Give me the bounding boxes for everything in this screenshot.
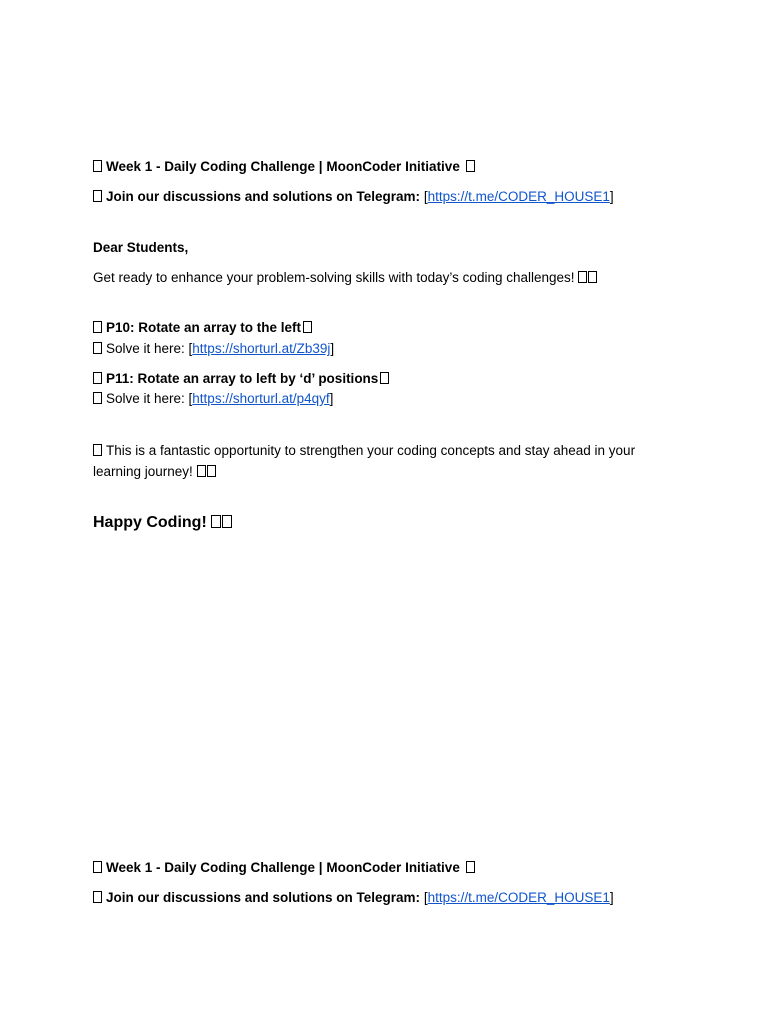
missing-emoji-icon — [93, 891, 102, 903]
open-bracket: [ — [423, 890, 428, 905]
telegram-line — [93, 188, 614, 206]
close-bracket: ] — [330, 341, 335, 356]
footer-challenge-title-text: Week 1 - Daily Coding Challenge | MoonCoder Initiative — [106, 860, 460, 875]
close-bracket: ] — [609, 189, 614, 204]
missing-emoji-icon — [380, 372, 389, 384]
solve-label: Solve it here: [ — [106, 391, 193, 406]
missing-emoji-icon — [207, 465, 216, 477]
problem-title-p10 — [93, 319, 312, 337]
missing-emoji-icon — [466, 861, 475, 873]
closing-text: Happy Coding! — [93, 514, 207, 531]
missing-emoji-icon — [93, 160, 102, 172]
missing-emoji-icon — [93, 190, 102, 202]
missing-emoji-icon — [197, 465, 206, 477]
opportunity-paragraph — [93, 440, 673, 482]
telegram-link[interactable]: https://t.me/CODER_HOUSE1 — [427, 189, 610, 204]
missing-emoji-icon — [211, 515, 221, 528]
intro-text-content: Get ready to enhance your problem-solving skills with today’s coding challenges! — [93, 270, 575, 285]
opportunity-text: This is a fantastic opportunity to strengthen your coding concepts and stay ahead in your learning journey! — [93, 443, 636, 479]
missing-emoji-icon — [93, 392, 102, 404]
footer-telegram-line — [93, 889, 614, 907]
challenge-title-text: Week 1 - Daily Coding Challenge | MoonCoder Initiative — [106, 159, 460, 174]
problem-title-text: P10: Rotate an array to the left — [106, 320, 302, 335]
challenge-title — [93, 158, 475, 176]
problem-title-p11 — [93, 370, 389, 388]
footer-challenge-title — [93, 859, 475, 877]
missing-emoji-icon — [588, 271, 597, 283]
missing-emoji-icon — [222, 515, 232, 528]
missing-emoji-icon — [466, 160, 475, 172]
footer-telegram-link[interactable]: https://t.me/CODER_HOUSE1 — [427, 890, 610, 905]
close-bracket: ] — [329, 391, 334, 406]
problem-link-p11[interactable]: https://shorturl.at/p4qyf — [192, 391, 330, 406]
problem-solve-p10 — [93, 340, 334, 358]
greeting: Dear Students, — [93, 240, 189, 255]
missing-emoji-icon — [93, 444, 102, 456]
close-bracket: ] — [609, 890, 614, 905]
problem-solve-p11 — [93, 390, 333, 408]
telegram-label: Join our discussions and solutions on Telegram: — [106, 189, 421, 204]
problem-title-text: P11: Rotate an array to left by ‘d’ positions — [106, 371, 379, 386]
missing-emoji-icon — [93, 372, 102, 384]
missing-emoji-icon — [303, 321, 312, 333]
intro-text — [93, 269, 598, 287]
footer-telegram-label: Join our discussions and solutions on Telegram: — [106, 890, 421, 905]
solve-label: Solve it here: [ — [106, 341, 193, 356]
missing-emoji-icon — [93, 321, 102, 333]
problem-link-p10[interactable]: https://shorturl.at/Zb39j — [192, 341, 331, 356]
missing-emoji-icon — [93, 342, 102, 354]
missing-emoji-icon — [93, 861, 102, 873]
closing-line — [93, 513, 233, 533]
open-bracket: [ — [423, 189, 428, 204]
missing-emoji-icon — [578, 271, 587, 283]
